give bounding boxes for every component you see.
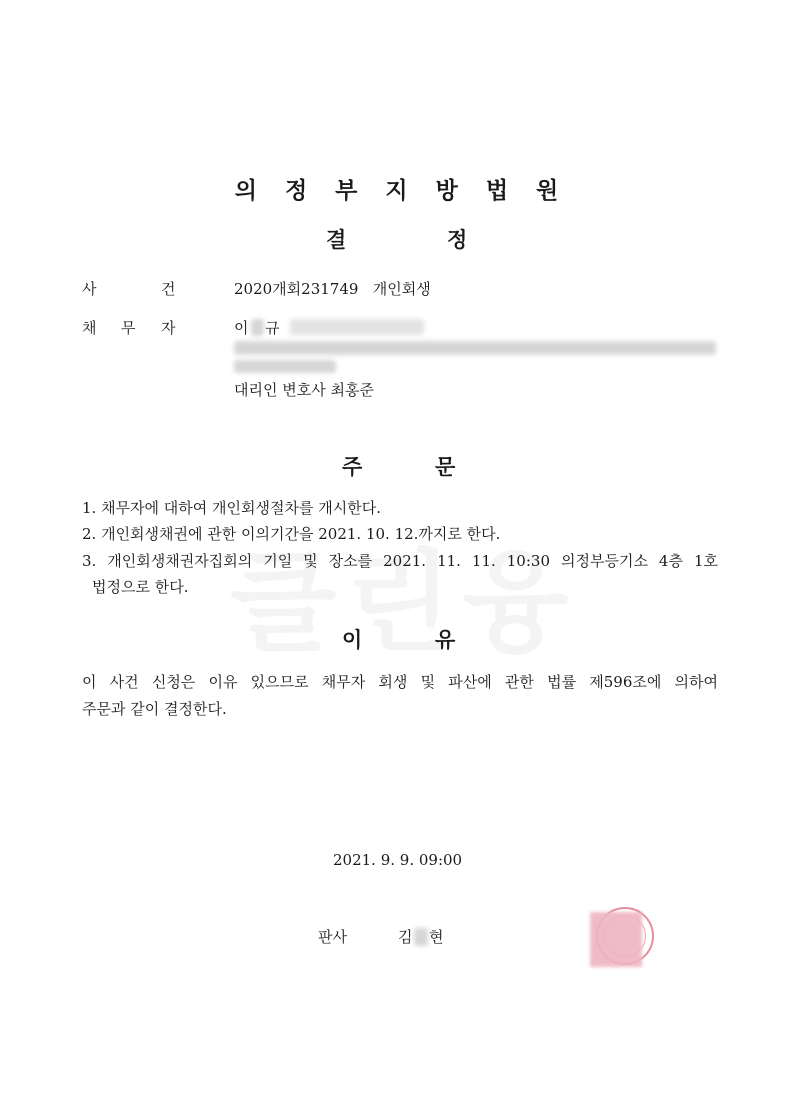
reason-heading-char-2: 유 bbox=[435, 628, 456, 652]
order-item-1: 1. 채무자에 대하여 개인회생절차를 개시한다. bbox=[82, 499, 381, 517]
redacted-name bbox=[251, 319, 264, 336]
case-number: 2020개회231749 개인회생 bbox=[234, 280, 431, 298]
case-label-char-2: 건 bbox=[161, 280, 176, 298]
reason-line-2: 주문과 같이 결정한다. bbox=[82, 700, 227, 718]
debtor-label-char-3: 자 bbox=[161, 319, 176, 337]
doc-title-char-2: 정 bbox=[447, 228, 468, 252]
doc-title-char-1: 결 bbox=[326, 228, 347, 252]
judge-name-prefix: 김 bbox=[398, 928, 413, 946]
redacted-id-number bbox=[290, 319, 424, 335]
reason-line-1: 이 사건 신청은 이유 있으므로 채무자 회생 및 파산에 관한 법률 제596조에 의하여 bbox=[82, 673, 718, 691]
decision-date: 2021. 9. 9. 09:00 bbox=[333, 851, 463, 869]
order-item-3-continued: 법정으로 한다. bbox=[92, 578, 189, 596]
case-label-char-1: 사 bbox=[82, 280, 97, 298]
court-name: 의정부지방법원 bbox=[234, 178, 587, 204]
judge-name-suffix: 현 bbox=[429, 928, 444, 946]
redacted-address-line-2 bbox=[234, 360, 336, 373]
redacted-seal bbox=[590, 912, 642, 967]
redacted-address-line-1 bbox=[234, 341, 716, 355]
reason-heading-char-1: 이 bbox=[342, 628, 363, 652]
debtor-name-suffix: 규 bbox=[265, 319, 280, 337]
order-heading-char-1: 주 bbox=[342, 455, 363, 479]
debtor-label-char-1: 채 bbox=[82, 319, 97, 337]
order-item-2: 2. 개인회생채권에 관한 이의기간을 2021. 10. 12.까지로 한다. bbox=[82, 525, 501, 543]
debtor-agent: 대리인 변호사 최홍준 bbox=[234, 381, 374, 399]
order-heading-char-2: 문 bbox=[435, 455, 456, 479]
redacted-judge-name bbox=[414, 928, 428, 946]
debtor-name-prefix: 이 bbox=[234, 319, 249, 337]
judge-title: 판사 bbox=[318, 928, 347, 946]
order-item-3: 3. 개인회생채권자집회의 기일 및 장소를 2021. 11. 11. 10:30 의정부등기소 4층 1호 bbox=[82, 552, 718, 570]
debtor-label-char-2: 무 bbox=[121, 319, 136, 337]
